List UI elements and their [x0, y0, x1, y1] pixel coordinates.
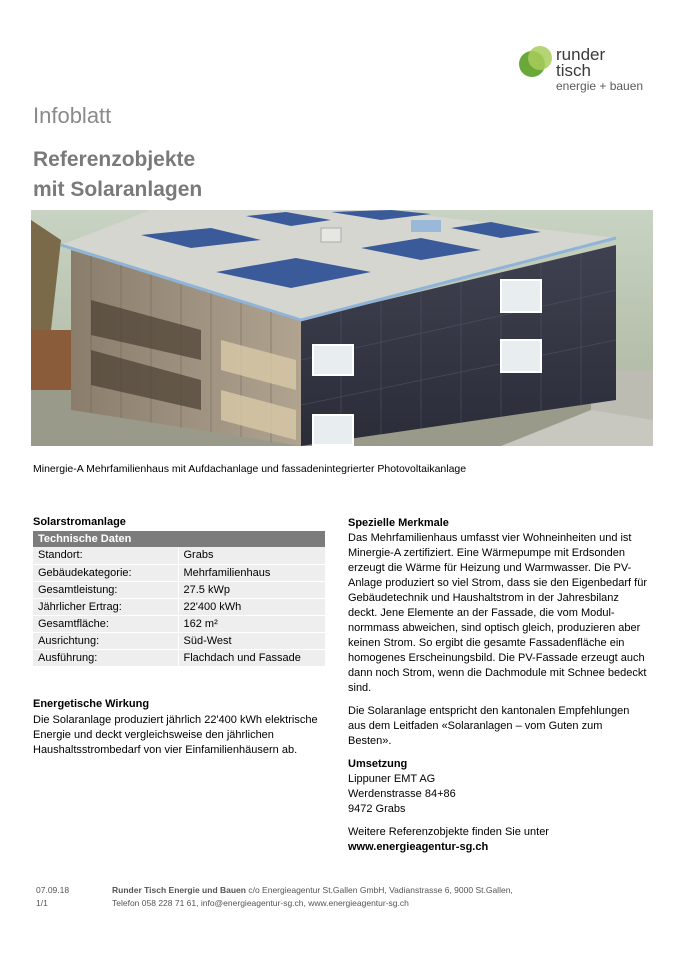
footer-meta [36, 884, 69, 910]
umsetzung-line3: 9472 Grabs [348, 803, 406, 815]
more-link[interactable]: www.energieagentur-sg.ch [348, 841, 489, 853]
row-key: Jährlicher Ertrag: [33, 598, 178, 615]
footer-line1 [112, 884, 513, 897]
row-value: Flachdach und Fassade [178, 649, 325, 666]
solar-section-title: Solarstromanlage [33, 516, 126, 528]
row-value: 162 m² [178, 615, 325, 632]
footer-line2: Telefon 058 228 71 61, info@energieagentur-sg.ch, www.energieagentur-sg.ch [112, 898, 409, 908]
logo-line1: runder [556, 45, 606, 64]
row-key: Standort: [33, 547, 178, 564]
features-section [348, 516, 648, 855]
umsetzung-line2: Werdenstrasse 84+86 [348, 788, 456, 800]
row-key: Gebäudekategorie: [33, 564, 178, 581]
features-para2: Die Solaranlage entspricht den kantonalen Empfehlungen aus dem Leitfaden «Solaranlagen – vom Guten zum Besten». [348, 705, 630, 747]
energy-text: Die Solaranlage produziert jährlich 22'400 kWh elektrische Energie und deckt vergleichsweise den jährlichen Haushaltsstrombedarf von vier Einfamilienhäusern ab. [33, 714, 318, 756]
doc-label: Infoblatt [33, 103, 112, 128]
table-row [33, 649, 325, 666]
row-value: Grabs [178, 547, 325, 564]
logo-circles-icon [518, 44, 554, 80]
umsetzung-line1: Lippuner EMT AG [348, 773, 436, 785]
logo-line2: tisch [556, 61, 591, 80]
tech-table-header: Technische Daten [33, 531, 325, 547]
logo-line3: energie + bauen [556, 79, 644, 93]
footer-contact [112, 884, 513, 910]
table-row [33, 632, 325, 649]
umsetzung-title: Umsetzung [348, 758, 408, 770]
footer-page: 1/1 [36, 898, 48, 908]
footer-date: 07.09.18 [36, 885, 70, 895]
tech-table [33, 547, 325, 667]
features-title: Spezielle Merkmale [348, 517, 449, 529]
building-photo [31, 210, 653, 446]
row-key: Gesamtleistung: [33, 581, 178, 598]
page-title [33, 145, 202, 205]
table-row [33, 581, 325, 598]
energy-section [33, 697, 333, 758]
logo [518, 44, 658, 100]
footer-address: c/o Energieagentur St.Gallen GmbH, Vadianstrasse 6, 9000 St.Gallen, [245, 885, 513, 895]
row-value: Süd-West [178, 632, 325, 649]
row-key: Gesamtfläche: [33, 615, 178, 632]
table-row [33, 564, 325, 581]
features-para1: Das Mehrfamilienhaus umfasst vier Wohneinheiten und ist Minergie-A zertifiziert. Eine Wärmepumpe mit Erdsonden erzeugt die Wärme für Heizung und Warmwasser. Die PV-Anlage produziert so viel Strom, dass sie den Eigenbedarf für Gebäudetechnik und Haushaltstrom in der Jahresbilanz deckt. Jene Elemente an der Fassade, die vom Modul-normmass abweichen, sind optisch gleich, produzieren aber keinen Strom. So ergibt die gesamte Fassadenfläche ein homogenes Erscheinungsbild. Die PV-Fassade erzeugt auch dann noch Strom, wenn die Dachmodule mit Schnee bedeckt sind. [348, 532, 647, 694]
row-value: Mehrfamilienhaus [178, 564, 325, 581]
title-line2: mit Solaranlagen [33, 178, 203, 201]
more-text: Weitere Referenzobjekte finden Sie unter [348, 826, 549, 838]
row-key: Ausrichtung: [33, 632, 178, 649]
photo-caption: Minergie-A Mehrfamilienhaus mit Aufdachanlage und fassadenintegrierter Photovoltaikanlage [33, 463, 467, 475]
footer-org: Runder Tisch Energie und Bauen [112, 885, 246, 895]
table-row [33, 598, 325, 615]
row-value: 27.5 kWp [178, 581, 325, 598]
logo-text [556, 47, 643, 93]
title-line1: Referenzobjekte [33, 148, 196, 171]
row-key: Ausführung: [33, 649, 178, 666]
table-row [33, 547, 325, 564]
row-value: 22'400 kWh [178, 598, 325, 615]
solar-section [33, 516, 325, 667]
energy-title: Energetische Wirkung [33, 698, 150, 710]
table-row [33, 615, 325, 632]
